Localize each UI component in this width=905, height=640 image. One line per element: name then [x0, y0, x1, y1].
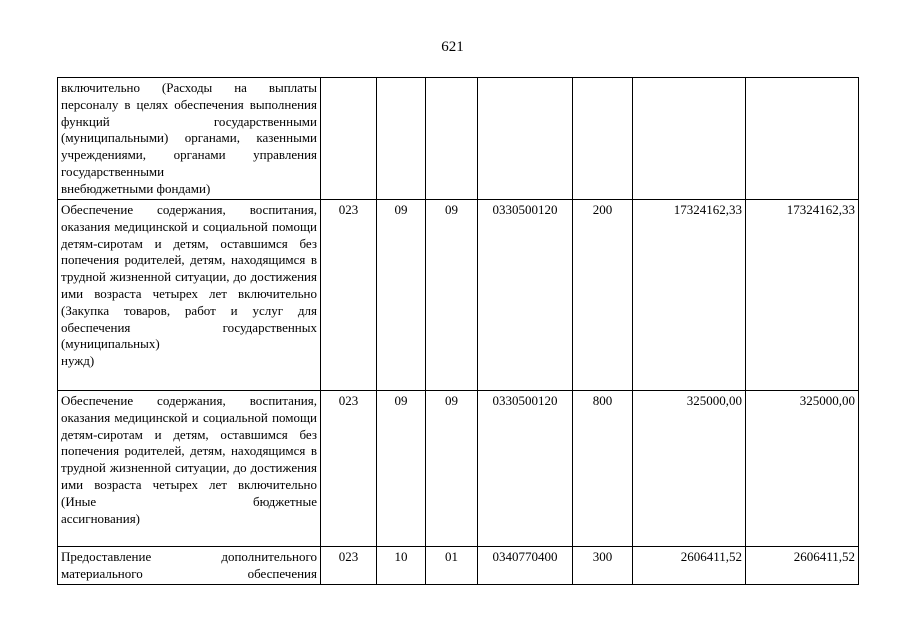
target-article-cell: 0330500120 [478, 391, 573, 547]
amount-1-cell: 17324162,33 [633, 200, 746, 391]
amount-1-cell [633, 78, 746, 200]
ministry-code-cell: 023 [321, 547, 377, 585]
table-row [58, 200, 859, 391]
budget-table [57, 77, 859, 585]
row-description: Обеспечение содержания, воспитания, оказания медицинской и социальной помощи детям-сиротам и детям, оставшимся без попечения родителей, детям, находящимся в трудной жизненной ситуации, до достижения ими возраста четырех лет включительно (Иные бюджетные ассигнования) [58, 391, 321, 547]
amount-2-cell: 2606411,52 [746, 547, 859, 585]
row-description: Предоставление дополнительного материального обеспечения [58, 547, 321, 585]
ministry-code-cell [321, 78, 377, 200]
expense-type-cell: 200 [573, 200, 633, 391]
ministry-code-cell: 023 [321, 200, 377, 391]
amount-2-cell: 17324162,33 [746, 200, 859, 391]
subsection-code-cell: 01 [426, 547, 478, 585]
target-article-cell: 0340770400 [478, 547, 573, 585]
table-row [58, 391, 859, 547]
expense-type-cell: 800 [573, 391, 633, 547]
expense-type-cell: 300 [573, 547, 633, 585]
section-code-cell: 09 [377, 391, 426, 547]
target-article-cell: 0330500120 [478, 200, 573, 391]
page-number: 621 [441, 39, 464, 55]
section-code-cell: 10 [377, 547, 426, 585]
amount-1-cell: 325000,00 [633, 391, 746, 547]
amount-2-cell [746, 78, 859, 200]
row-description: Обеспечение содержания, воспитания, оказания медицинской и социальной помощи детям-сиротам и детям, оставшимся без попечения родителей, детям, находящимся в трудной жизненной ситуации, до достижения ими возраста четырех лет включительно (Закупка товаров, работ и услуг для обеспечения государственных (муниципальных) нужд) [58, 200, 321, 391]
expense-type-cell [573, 78, 633, 200]
amount-1-cell: 2606411,52 [633, 547, 746, 585]
ministry-code-cell: 023 [321, 391, 377, 547]
table-row [58, 547, 859, 585]
subsection-code-cell: 09 [426, 200, 478, 391]
subsection-code-cell: 09 [426, 391, 478, 547]
amount-2-cell: 325000,00 [746, 391, 859, 547]
row-description: включительно (Расходы на выплаты персоналу в целях обеспечения выполнения функций государственными (муниципальными) органами, казенными учреждениями, органами управления государственными внебюджетными фондами) [58, 78, 321, 200]
subsection-code-cell [426, 78, 478, 200]
section-code-cell [377, 78, 426, 200]
target-article-cell [478, 78, 573, 200]
section-code-cell: 09 [377, 200, 426, 391]
table-row [58, 78, 859, 200]
